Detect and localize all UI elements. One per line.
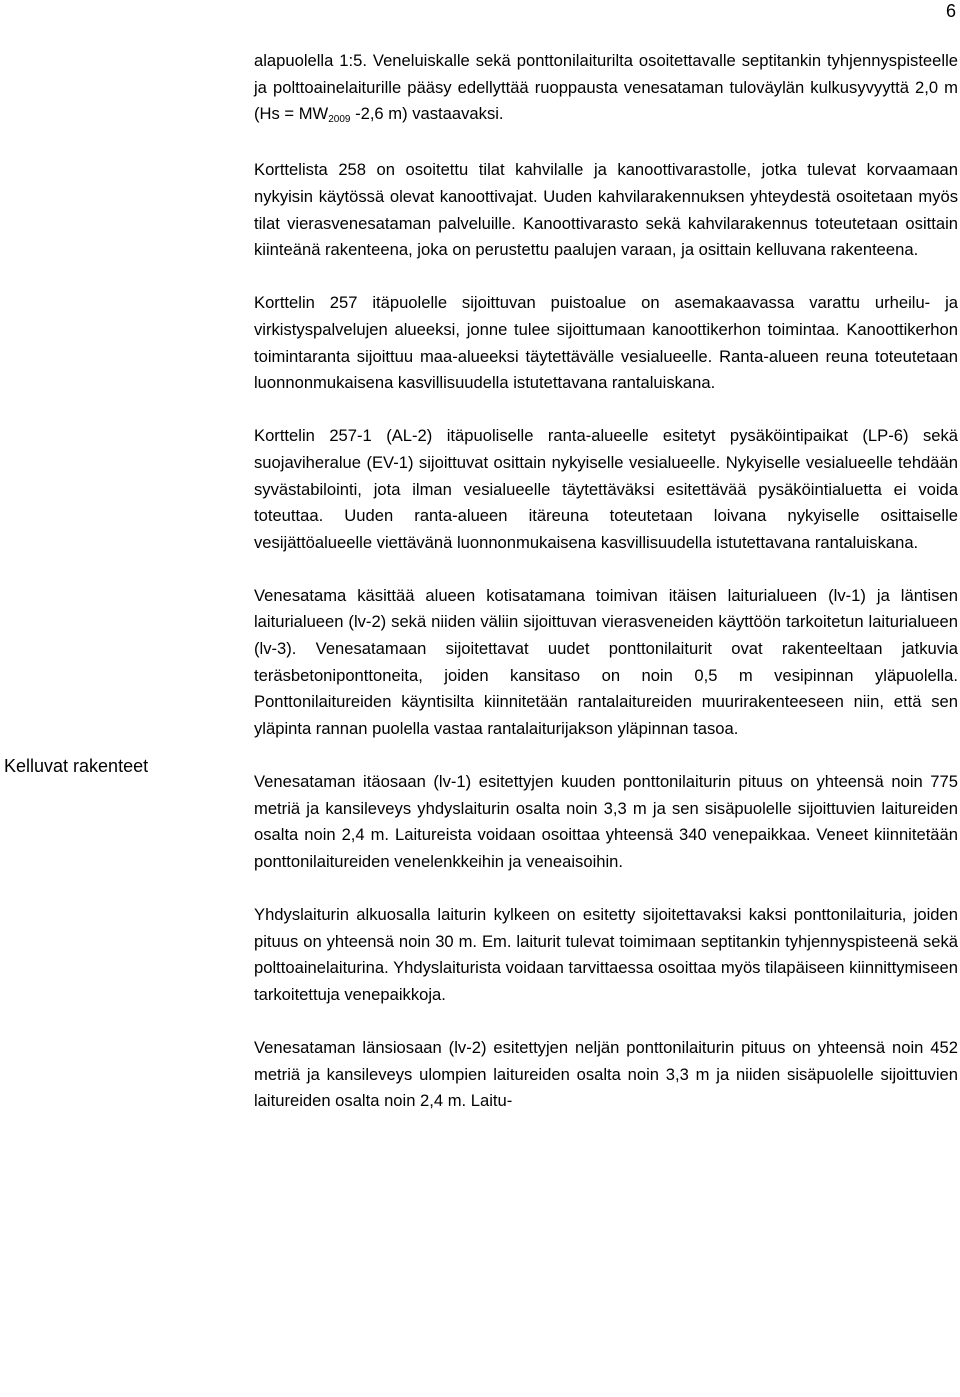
paragraph-8: Venesataman länsiosaan (lv-2) esitettyjen neljän ponttonilaiturin pituus on yhteensä noin 452 metriä ja kansileveys ulompien laitureiden osalta noin 3,3 m ja niiden sisäpuolelle sijoittuvien laitureiden osalta noin 2,4 m. Laitu-	[254, 1037, 958, 1111]
section-heading-kelluvat-rakenteet: Kelluvat rakenteet	[4, 756, 149, 776]
paragraph-1-text-end: -2,6 m) vastaavaksi.	[350, 104, 504, 124]
paragraph-7: Yhdyslaiturin alkuosalla laiturin kylkeen on esitetty sijoitettavaksi kaksi ponttonilaituria, joiden pituus on yhteensä noin 30 m. Em. laiturit tulevat toimimaan septitankin tyhjennyspisteenä sekä polttoainelaiturina. Yhdyslaiturista voidaan tarvittaessa osoittaa myös tilapäiseen kiinnittymiseen tarkoitettuja venepaikkoja.	[254, 905, 958, 1004]
paragraph-1-text: alapuolella 1:5. Veneluiskalle sekä ponttonilaiturilta osoitettavalle septitankin tyhjennyspisteelle ja polttoainelaiturille pääsy edellyttää ruoppausta venesataman tuloväylän kulkusyvyyttä 2,0 m (Hs = MW	[254, 51, 958, 124]
body-text-column	[254, 48, 958, 1115]
paragraph-6: Venesataman itäosaan (lv-1) esitettyjen kuuden ponttonilaiturin pituus on yhteensä noin 775 metriä ja kansileveys yhdyslaiturin osalta noin 3,3 m ja sen sisäpuolelle sijoittuvien laitureiden osalta noin 2,4 m. Laitureista voidaan osoittaa yhteensä 340 venepaikkaa. Veneet kiinnitetään ponttonilaitureiden venelenkkeihin ja veneaisoihin.	[254, 772, 958, 871]
page-number: 6	[945, 1, 956, 21]
paragraph-2: Korttelista 258 on osoitettu tilat kahvilalle ja kanoottivarastolle, jotka tulevat korvaamaan nykyisin käytössä olevat kanoottivajat. Uuden kahvilarakennuksen yhteydestä osoitetaan myös tilat vierasvenesataman palveluille. Kanoottivarasto sekä kahvilarakennus toteutetaan osittain kiinteänä rakenteena, joka on perustettu paalujen varaan, ja osittain kelluvana rakenteena.	[254, 160, 958, 260]
paragraph-1-subscript: 2009	[328, 114, 351, 126]
paragraph-5: Venesatama käsittää alueen kotisatamana toimivan itäisen laiturialueen (lv-1) ja läntisen laiturialueen (lv-2) sekä niiden väliin sijoittuvan vierasveneiden käyttöön tarkoitetun laiturialueen (lv-3). Venesatamaan sijoitettavat uudet ponttonilaiturit ovat rakenteeltaan jatkuvia teräsbetoniponttoneita, joiden kansitaso on noin 0,5 m vesipinnan yläpuolella. Ponttonilaitureiden käyntisilta kiinnitetään rantalaitureiden muurirakenteeseen niin, että sen yläpinta rannan puolella vastaa rantalaiturijakson yläpinnan tasoa.	[254, 585, 958, 738]
paragraph-4: Korttelin 257-1 (AL-2) itäpuoliselle ranta-alueelle esitetyt pysäköintipaikat (LP-6) sekä suojaviheralue (EV-1) sijoittuvat osittain nykyiselle vesialueelle. Nykyiselle vesialueelle tehdään syvästabilointi, jota ilman vesialueelle täytettäväksi esitettävää pysäköintialuetta ei voida toteuttaa. Uuden ranta-alueen itäreuna toteutetaan loivana nykyiselle osittaiselle vesijättöalueelle viettävänä luonnonmukaisena kasvillisuudella istutettavana rantaluiskana.	[254, 426, 958, 552]
paragraph-1	[254, 48, 958, 131]
paragraph-3: Korttelin 257 itäpuolelle sijoittuvan puistoalue on asemakaavassa varattu urheilu- ja virkistyspalvelujen alueeksi, jonne tulee sijoittumaan kanoottikerhon toimintaa. Kanoottikerhon toimintaranta sijoittuu maa-alueeksi täytettävälle vesialueelle. Ranta-alueen reuna toteutetaan luonnonmukaisena kasvillisuudella istutettavana rantaluiskana.	[254, 293, 958, 393]
